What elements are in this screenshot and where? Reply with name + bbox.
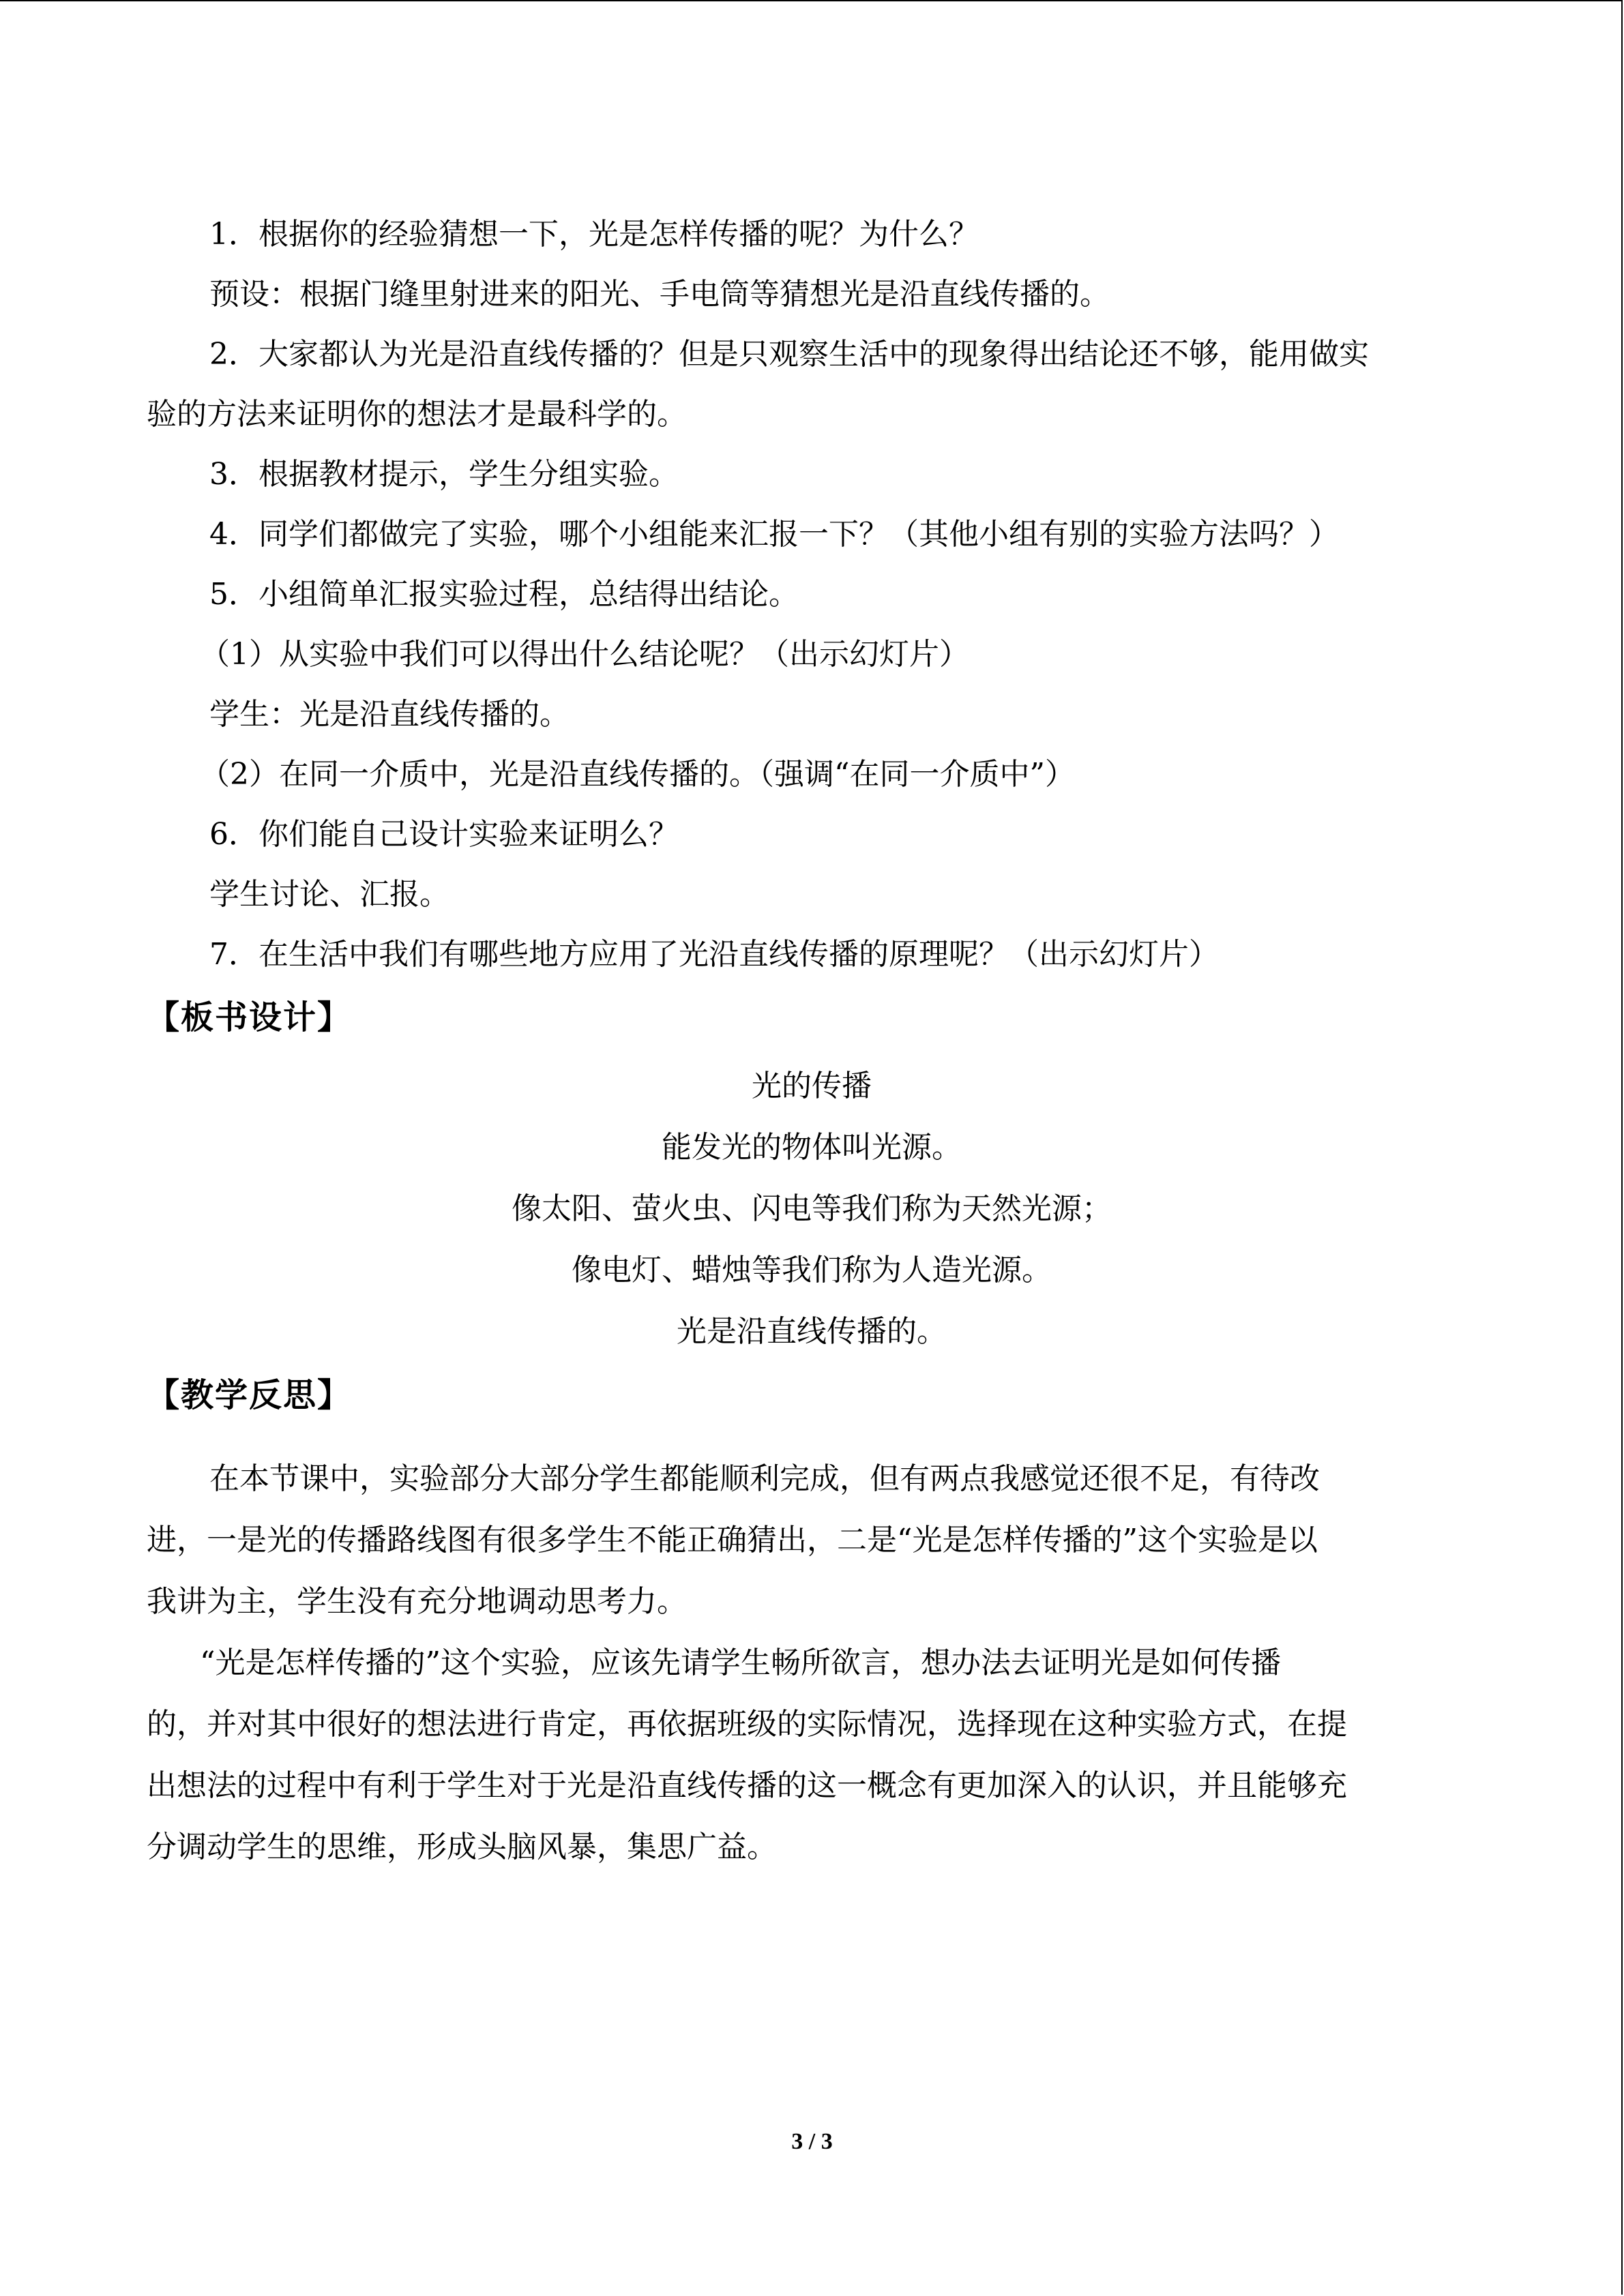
teaching-reflection xyxy=(147,1448,1477,1878)
reflection-p2-line-2: 的，并对其中很好的想法进行肯定，再依据班级的实际情况，选择现在这种实验方式，在提 xyxy=(147,1707,1347,1742)
step-6-student: 学生讨论、汇报。 xyxy=(209,877,449,912)
step-2-line-1: 2．大家都认为光是沿直线传播的？但是只观察生活中的现象得出结论还不够，能用做实 xyxy=(209,337,1369,372)
reflection-p1-line-3: 我讲为主，学生没有充分地调动思考力。 xyxy=(147,1584,687,1619)
reflection-p2-line-4: 分调动学生的思维，形成头脑风暴，集思广益。 xyxy=(147,1830,777,1864)
board-line-2: 像太阳、萤火虫、闪电等我们称为天然光源； xyxy=(512,1191,1112,1226)
reflection-p1-line-1: 在本节课中，实验部分大部分学生都能顺利完成，但有两点我感觉还很不足，有待改 xyxy=(209,1461,1320,1496)
board-title: 光的传播 xyxy=(752,1069,872,1103)
reflection-p2-line-3: 出想法的过程中有利于学生对于光是沿直线传播的这一概念有更加深入的认识，并且能够充 xyxy=(147,1768,1347,1803)
step-6: 6．你们能自己设计实验来证明么？ xyxy=(209,817,679,852)
step-1-preset: 预设：根据门缝里射进来的阳光、手电筒等猜想光是沿直线传播的。 xyxy=(209,277,1110,312)
step-5: 5．小组简单汇报实验过程，总结得出结论。 xyxy=(209,577,799,612)
step-5-sub-2: （2）在同一介质中，光是沿直线传播的。（强调“在同一介质中”） xyxy=(200,757,1075,792)
step-4: 4．同学们都做完了实验，哪个小组能来汇报一下？（其他小组有别的实验方法吗？） xyxy=(209,517,1339,552)
board-line-1: 能发光的物体叫光源。 xyxy=(662,1130,962,1165)
step-1: 1．根据你的经验猜想一下，光是怎样传播的呢？为什么？ xyxy=(209,217,979,252)
step-3: 3．根据教材提示，学生分组实验。 xyxy=(209,457,679,492)
step-2-line-2: 验的方法来证明你的想法才是最科学的。 xyxy=(147,397,687,432)
page-number: 3 / 3 xyxy=(791,2129,833,2154)
board-line-4: 光是沿直线传播的。 xyxy=(677,1314,947,1349)
document-body xyxy=(147,205,1477,1878)
reflection-p2-line-1: “光是怎样传播的”这个实验，应该先请学生畅所欲言，想办法去证明光是如何传播 xyxy=(200,1645,1281,1680)
step-5-sub-1: （1）从实验中我们可以得出什么结论呢？（出示幻灯片） xyxy=(200,637,969,672)
step-7: 7．在生活中我们有哪些地方应用了光沿直线传播的原理呢？（出示幻灯片） xyxy=(209,937,1219,972)
procedure-section xyxy=(147,205,1477,985)
teaching-reflection-heading: 【教学反思】 xyxy=(147,1376,352,1414)
board-design xyxy=(147,1050,1477,1362)
reflection-p1-line-2: 进，一是光的传播路线图有很多学生不能正确猜出，二是“光是怎样传播的”这个实验是以 xyxy=(147,1523,1318,1557)
board-design-heading: 【板书设计】 xyxy=(147,998,352,1037)
board-line-3: 像电灯、蜡烛等我们称为人造光源。 xyxy=(572,1253,1052,1287)
step-5-student: 学生：光是沿直线传播的。 xyxy=(209,697,570,732)
